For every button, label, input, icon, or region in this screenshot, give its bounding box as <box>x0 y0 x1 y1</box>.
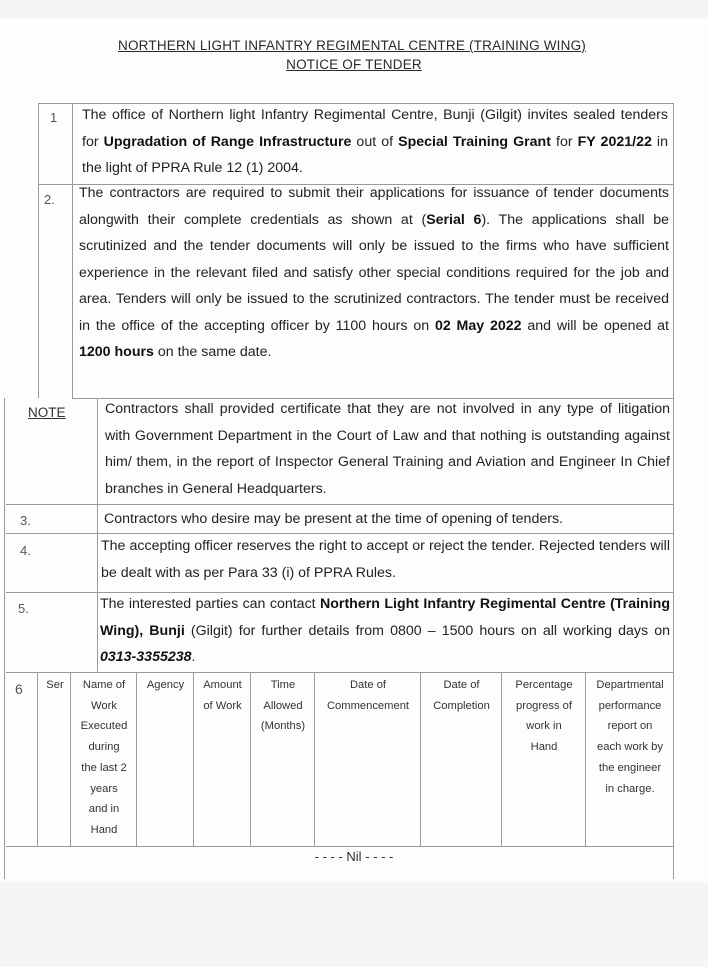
item-6-number: 6 <box>15 681 23 697</box>
col-ser: Ser <box>46 679 64 691</box>
nil-value: - - - - Nil - - - - <box>314 849 394 864</box>
document-title: NORTHERN LIGHT INFANTRY REGIMENTAL CENTRE (TRAINING WING) <box>118 38 586 53</box>
col-date-commencement: Date of Commencement <box>326 679 410 712</box>
col-amount-of-work: Amount of Work <box>203 679 242 712</box>
col-percentage-progress: Percentage progress of work in Hand <box>515 679 573 754</box>
item-5-number: 5. <box>18 601 29 616</box>
document-subtitle: NOTICE OF TENDER <box>286 57 422 72</box>
col-name-of-work: Name of Work Executed during the last 2 years and in Hand <box>80 679 128 836</box>
note-text: Contractors shall provided certificate that they are not involved in any type of litigation with Government Department in the Court of Law and that nothing is outstanding against him/ them, in the report of Inspector General Training and Aviation and Engineer In Chief branches in General Headquarters. <box>105 401 670 497</box>
item-3-number: 3. <box>20 513 31 528</box>
col-date-completion: Date of Completion <box>433 679 490 712</box>
item-1-text: The office of Northern light Infantry Regimental Centre, Bunji (Gilgit) invites sealed tenders for Upgradation of Range Infrastructure out of Special Training Grant for FY 2021/22 in the light of PPRA Rule 12 (1) 2004. <box>82 107 668 176</box>
top-bar <box>0 0 708 18</box>
col-time-allowed: Time Allowed (Months) <box>260 679 306 733</box>
note-label: NOTE <box>28 405 66 420</box>
item-4-text: The accepting officer reserves the right to accept or reject the tender. Rejected tenders will be dealt with as per Para 33 (i) of PPRA Rules. <box>101 538 670 581</box>
item-2-number: 2. <box>44 192 55 207</box>
col-agency: Agency <box>146 679 185 691</box>
item-3-text: Contractors who desire may be present at the time of opening of tenders. <box>104 511 563 527</box>
item-5-text: The interested parties can contact Northern Light Infantry Regimental Centre (Training Wing), Bunji (Gilgit) for further details from 0800 – 1500 hours on all working days on 0313-3355238. <box>100 596 670 665</box>
item-1-number: 1 <box>50 110 58 125</box>
item-2-text: The contractors are required to submit their applications for issuance of tender documents alongwith their complete credentials as shown at (Serial 6). The applications shall be scrutinized and the tender documents will only be issued to the firms who have sufficient experience in the relevant filed and satisfy other special conditions required for the job and area. Tenders will only be issued to the scrutinized contractors. The tender must be received in the office of the accepting officer by 1100 hours on 02 May 2022 and will be opened at 1200 hours on the same date. <box>79 185 669 360</box>
col-departmental-report: Departmental performance report on each work by the engineer in charge. <box>596 679 664 795</box>
item-4-number: 4. <box>20 543 31 558</box>
